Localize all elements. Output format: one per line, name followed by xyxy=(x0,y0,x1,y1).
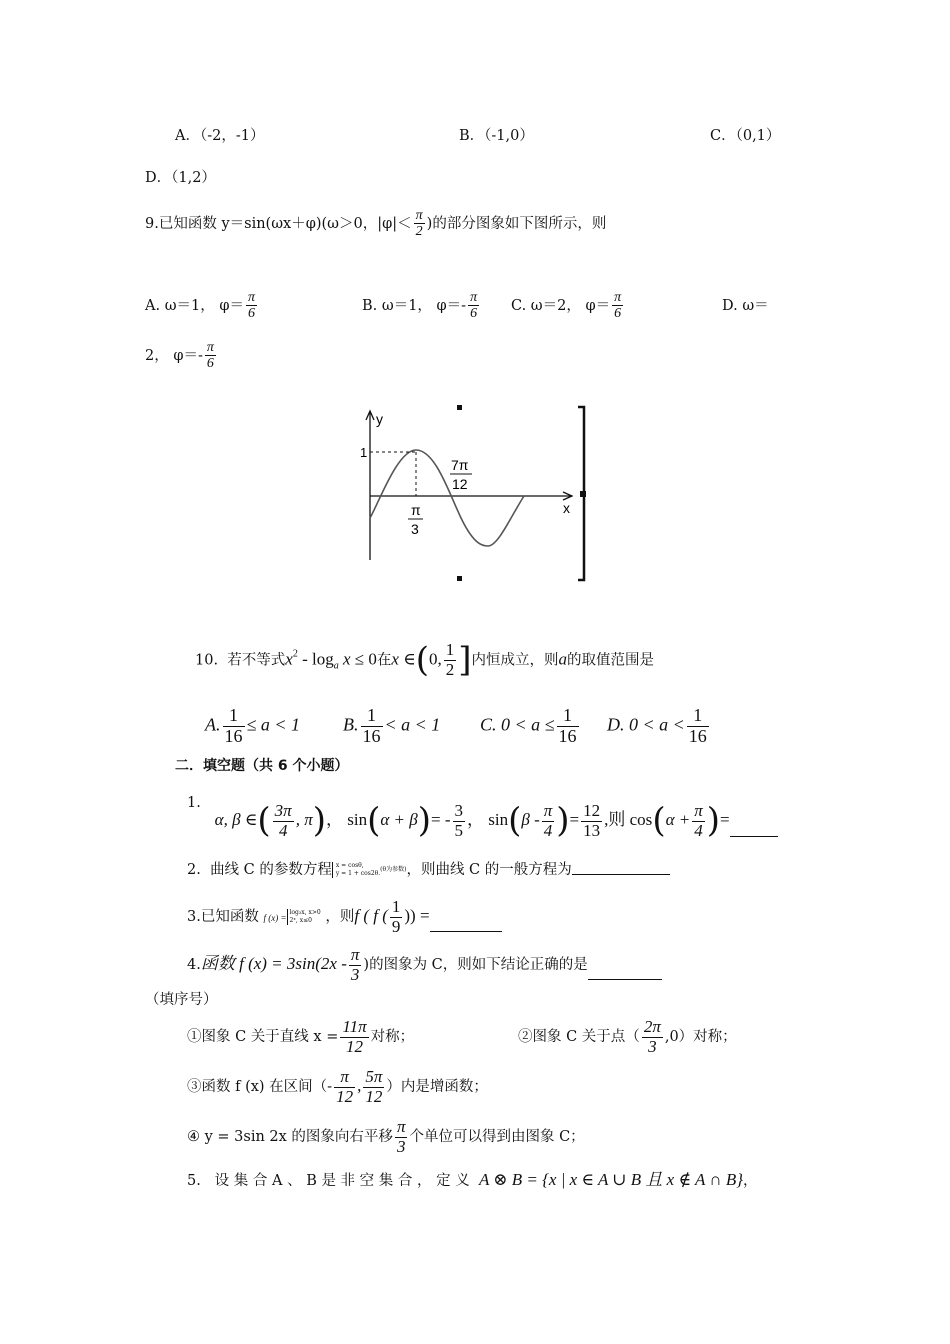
q8-option-b: B．（-1,0） xyxy=(459,128,534,144)
q9-option-d-part2: 2， φ＝- $\frac{\pi}{6}$ xyxy=(145,340,214,372)
label-12: 12 xyxy=(452,476,468,492)
fraction: $\frac{\pi}{2}$ xyxy=(415,208,423,240)
q8-option-a: A．（-2，-1） xyxy=(175,128,265,144)
q10-option-c: C. 0 < a ≤ $\frac{1}{16}$ xyxy=(480,705,577,746)
fill-4-hint: （填序号） xyxy=(145,992,218,1008)
figure-corner-mark xyxy=(457,405,462,410)
q9-option-b: B. ω＝1， φ＝- $\frac{\pi}{6}$ xyxy=(362,290,478,322)
sine-curve xyxy=(370,450,524,546)
section-2-title: 二．填空题（共 6 个小题） xyxy=(175,758,349,774)
q9-option-d-part1: D. ω＝ xyxy=(722,298,769,314)
fill-4-item-2: ②图象 C 关于点（ $\frac{2\pi}{3}$ ,0）对称； xyxy=(518,1017,737,1056)
figure-side-mark xyxy=(580,491,586,497)
fill-2: 2. 曲线 C 的参数方程 x = cosθ, y = 1 + cos2θ.(θ为参数)，则曲线 C 的一般方程为 xyxy=(187,862,670,879)
fill-3: 3.已知函数 f (x) =log₃x, x>0 2ˣ, x≤0 ，则f ( f ( $\frac{1}{9}$ )) = xyxy=(187,898,502,936)
x-axis-label: x xyxy=(563,500,570,516)
q10-option-b: B. $\frac{1}{16}$ < a < 1 xyxy=(343,705,441,746)
q8-option-c: C．（0,1） xyxy=(710,128,781,144)
label-7pi: 7π xyxy=(451,457,469,473)
y-axis-label: y xyxy=(376,411,383,427)
q9-stem: 9.已知函数 y＝sin(ωx＋φ)(ω＞0，|φ|＜ $\frac{\pi}{2}$ )的部分图象如下图所示，则 xyxy=(145,208,607,240)
label-3: 3 xyxy=(411,521,419,537)
label-pi: π xyxy=(411,502,421,518)
figure-corner-mark xyxy=(457,576,462,581)
q9-option-c: C. ω＝2， φ＝ $\frac{\pi}{6}$ xyxy=(511,290,622,322)
parametric-equations: x = cosθ, y = 1 + cos2θ. xyxy=(332,862,380,878)
fill-4-item-3: ③函数 f (x) 在区间（- $\frac{\pi}{12}$ , $\frac{5\pi}{12}$ ）内是增函数； xyxy=(187,1067,488,1106)
q10-option-d: D. 0 < a < $\frac{1}{16}$ xyxy=(607,705,707,746)
fill-5: 5. 设 集 合 A 、 B 是 非 空 集 合 ， 定 义 A ⊗ B = {x | x ∈ A ∪ B 且 x ∉ A ∩ B}， xyxy=(187,1170,758,1189)
fill-1: 1. α, β ∈( $\frac{3\pi}{4}$ , π)， sin(α + β)= - $\frac{3}{5}$ ， sin(β - $\frac{\pi}{4}$ )= $\frac{12}{13}$ ,则 cos(α + $\frac{\pi}{4}$ )= xyxy=(187,795,778,841)
piecewise-definition: log₃x, x>0 2ˣ, x≤0 xyxy=(287,909,321,925)
q9-option-a: A. ω＝1， φ＝ $\frac{\pi}{6}$ xyxy=(145,290,256,322)
answer-blank xyxy=(430,930,502,932)
max-value-label: 1 xyxy=(360,445,368,460)
q10-option-a: A. $\frac{1}{16}$ ≤ a < 1 xyxy=(205,705,301,746)
fill-4-item-1: ①图象 C 关于直线 x = $\frac{11\pi}{12}$ 对称； xyxy=(187,1017,415,1056)
q10-stem: 10. 若不等式$x^2 - \log_a x \le 0$在x ∈(0, $\frac{1}{2}$ ]内恒成立，则a的取值范围是 xyxy=(195,640,655,680)
answer-blank xyxy=(588,978,662,980)
answer-blank xyxy=(730,835,778,837)
answer-blank xyxy=(572,873,670,875)
fill-4-item-4: ④ y = 3sin 2x 的图象向右平移 $\frac{\pi}{3}$ 个单位可以得到由图象 C； xyxy=(187,1117,585,1156)
fill-4: 4.函数 f (x) = 3sin(2x - $\frac{\pi}{3}$ )的图象为 C，则如下结论正确的是 xyxy=(187,946,662,984)
q8-option-d: D．（1,2） xyxy=(145,170,216,186)
sine-graph-figure xyxy=(350,400,595,590)
